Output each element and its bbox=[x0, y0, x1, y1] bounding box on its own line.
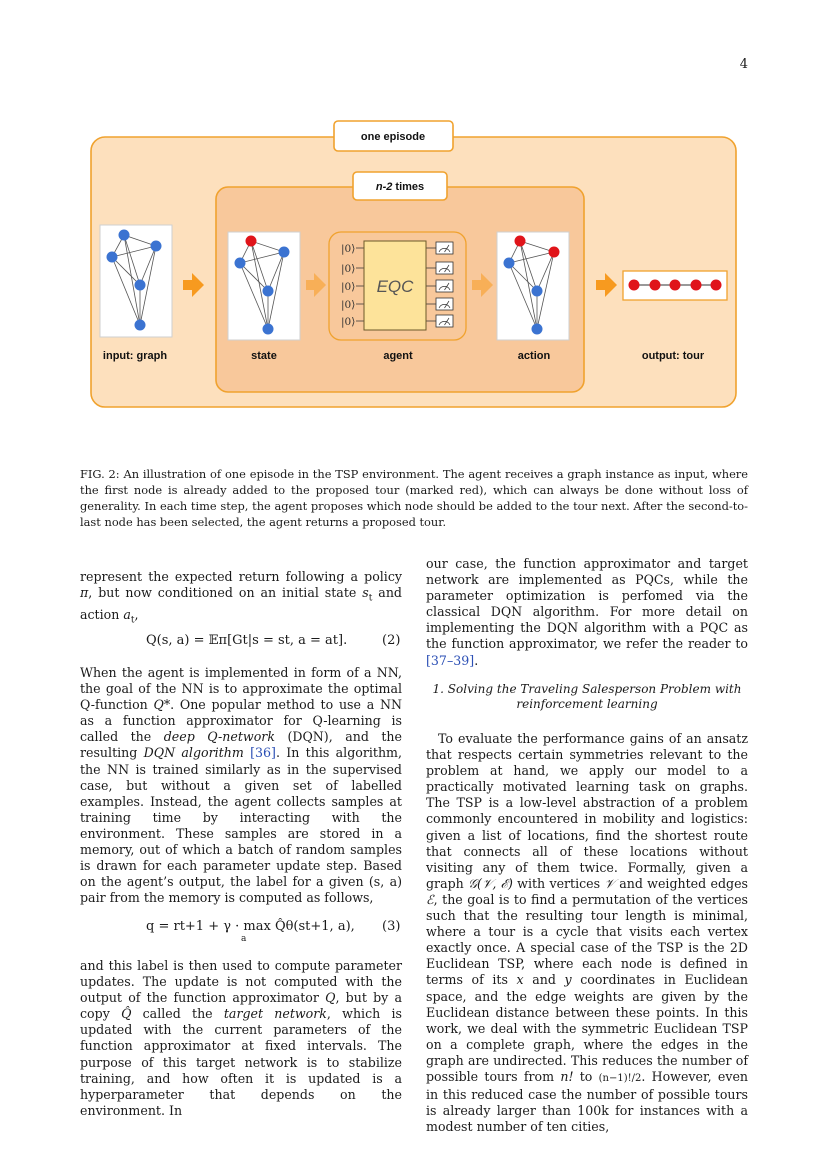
ref-37-39[interactable]: [37–39] bbox=[426, 652, 475, 668]
equation-3-sub: a bbox=[241, 934, 247, 944]
ket-1: |0⟩ bbox=[341, 243, 356, 255]
times-label-rest: times bbox=[392, 181, 425, 193]
label-action: action bbox=[517, 350, 551, 362]
figure-caption: FIG. 2: An illustration of one episode in the TSP environment. The agent receives a graph instance as input, where the first node is already added to the proposed tour (marked red), which can always be done without loss of generality. In each time step, the agent proposes which node should be added to the tour next. After the second-to-last node has been selected, the agent returns a proposed tour. bbox=[80, 467, 748, 529]
times-label bbox=[376, 181, 424, 193]
ref-36[interactable]: [36] bbox=[250, 745, 276, 761]
left-para-1: represent the expected return following a policy π, but now conditioned on an initial state $s_t$ and action $a_t$, bbox=[80, 569, 402, 626]
equation-3: q = rt+1 + γ · max Q̂θ(st+1, a), bbox=[146, 919, 355, 934]
state-graph bbox=[228, 232, 300, 340]
episode-figure bbox=[0, 0, 827, 440]
label-output: output: tour bbox=[641, 350, 705, 362]
input-graph bbox=[100, 225, 172, 337]
right-para-2: To evaluate the performance gains of an ansatz that respects certain symmetries relevant to the problem at hand, we apply our model to a practically motivated learning task on graphs. The TSP is a low-level abstraction of a problem commonly encountered in mobility and logistics: given a list of locations, find the shortest route that connects all of these locations without visiting any of them twice. Formally, given a graph 𝒢(𝒱, ℰ) with vertices 𝒱 and weighted edges ℰ, the goal is to find a permutation of the vertices such that the resulting tour length is minimal, where a tour is a cycle that visits each vertex exactly once. A special case of the TSP is the 2D Euclidean TSP, where each node is defined in terms of its x and y coordinates in Euclidean space, and the edge weights are given by the Euclidean distance between these points. In this work, we deal with the symmetric Euclidean TSP on a complete graph, where the edges in the graph are undirected. This reduces the number of possible tours from n! to (n−1)!/2. However, even in this reduced case the number of possible tours is already larger than 100k for instances with a modest number of ten cities, bbox=[426, 731, 749, 1135]
left-para-2: When the agent is implemented in form of a NN, the goal of the NN is to approximate the optimal Q-function Q*. One popular method to use a NN as a function approximator for Q-learning is called the deep Q-network (DQN), and the resulting DQN algorithm [36]. In this algorithm, the NN is trained similarly as in the supervised case, but without a given set of labelled examples. Instead, the agent collects samples at training time by interacting with the environment. These samples are stored in a memory, out of which a batch of random samples is drawn for each parameter update step. Based on the agent’s output, the label for a given (s, a) pair from the memory is computed as follows, bbox=[80, 665, 403, 906]
equation-2: Q(s, a) = 𝔼π[Gt|s = st, a = at]. bbox=[146, 633, 348, 648]
equation-2-number: (2) bbox=[382, 633, 401, 648]
agent-circuit bbox=[329, 232, 466, 340]
equation-3-number: (3) bbox=[382, 919, 401, 934]
output-tour bbox=[623, 271, 727, 300]
ket-4: |0⟩ bbox=[341, 299, 356, 311]
subsection-title: 1. Solving the Traveling Salesperson Problem with reinforcement learning bbox=[432, 682, 742, 711]
right-para-1: our case, the function approximator and target network are implemented as PQCs, while the parameter optimization is perfomed via the classical DQN algorithm. For more detail on implementing the DQN algorithm with a PQC as the function approximator, we refer the reader to [37–39]. bbox=[426, 556, 748, 668]
label-state: state bbox=[251, 350, 277, 362]
page-number: 4 bbox=[739, 57, 748, 72]
ket-2: |0⟩ bbox=[341, 263, 356, 275]
times-label-n: n-2 bbox=[375, 181, 393, 193]
ket-5: |0⟩ bbox=[341, 316, 356, 328]
ket-3: |0⟩ bbox=[341, 281, 356, 293]
label-input: input: graph bbox=[102, 350, 168, 362]
eqc-label: EQC bbox=[376, 277, 414, 296]
episode-label: one episode bbox=[360, 131, 426, 143]
label-agent: agent bbox=[383, 350, 413, 362]
left-para-3: and this label is then used to compute parameter updates. The update is not computed with the output of the function approximator Q, but by a copy Q̂ called the target network, which is updated with the current parameters of the function approximator at fixed intervals. The purpose of this target network is to stabilize training, and how often it is updated is a hyperparameter that depends on the environment. In bbox=[80, 958, 402, 1118]
action-graph bbox=[497, 232, 569, 340]
